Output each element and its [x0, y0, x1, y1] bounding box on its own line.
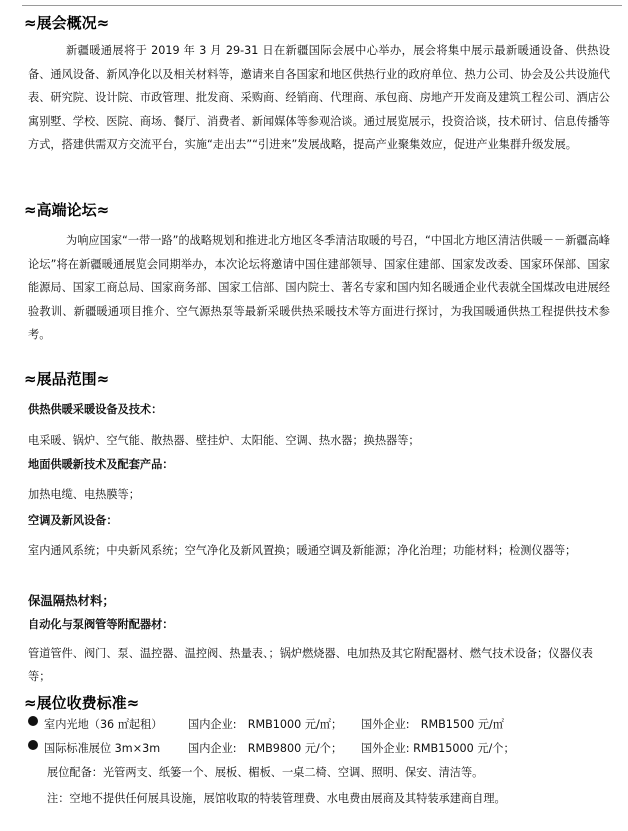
fee-domestic: 国内企业: RMB1000 元/㎡； [188, 718, 343, 731]
fee-foreign: 国外企业: RMB15000 元/个； [361, 742, 515, 755]
top-divider [22, 5, 622, 6]
scope-category-heading: 地面供暖新技术及配套产品： [28, 458, 174, 471]
scope-category-items: 电采暖、锅炉、空气能、散热器、壁挂炉、太阳能、空调、热水器；换热器等； [28, 434, 420, 447]
forum-heading: ≈高端论坛≈ [24, 201, 110, 219]
fee-row [28, 740, 608, 758]
scope-category-items: 加热电缆、电热膜等； [28, 488, 140, 501]
fee-note: 注：空地不提供任何展具设施，展馆收取的特装管理费、水电费由展商及其特装承建商自理。 [47, 792, 506, 805]
fee-foreign: 国外企业: RMB1500 元/㎡ [361, 718, 504, 731]
scope-category-heading: 自动化与泵阀管等附配器材： [28, 618, 174, 631]
fee-type: 国际标准展位 3m×3m [44, 742, 161, 755]
overview-heading: ≈展会概况≈ [24, 14, 110, 32]
overview-paragraph: 新疆暖通展将于 2019 年 3 月 29-31 日在新疆国际会展中心举办，展会将集中展示最新暖通设备、供热设备、通风设备、新风净化以及相关材料等，邀请来自各国家和地区供热行业的政府单位、热力公司、协会及公共设施代表、研究院、设计院、市政管理、批发商、采购商、经销商、代理商、承包商、房地产开发商及建筑工程公司、酒店公寓别墅、学校、医院、商场、餐厅、消费者、新闻媒体等参观洽谈。通过展览展示，投资洽谈，技术研讨、信息传播等方式，搭建供需双方交流平台，实施“走出去”“引进来”发展战略，提高产业聚集效应，促进产业集群升级发展。 [28, 44, 610, 152]
scope-category-heading: 供热供暖采暖设备及技术： [28, 403, 163, 416]
fee-domestic: 国内企业: RMB9800 元/个； [188, 742, 343, 755]
bullet-icon [28, 716, 38, 726]
scope-category-heading: 空调及新风设备： [28, 514, 118, 527]
scope-category-items: 管道管件、阀门、泵、温控器、温控阀、热量表、；锅炉燃烧器、电加热及其它附配器材、燃气技术设备；仪器仪表等； [28, 647, 593, 683]
scope-category-items: 室内通风系统；中央新风系统；空气净化及新风置换；暖通空调及新能源；净化治理；功能材料；检测仪器等； [28, 544, 577, 557]
fees-heading: ≈展位收费标准≈ [24, 694, 140, 712]
scope-heading: ≈展品范围≈ [24, 370, 110, 388]
fee-type: 室内光地（36 ㎡起租） [44, 718, 163, 731]
fee-row [28, 716, 608, 734]
booth-equipment: 展位配备：光管两支、纸篓一个、展板、楣板、一桌二椅、空调、照明、保安、清洁等。 [47, 766, 484, 779]
forum-paragraph: 为响应国家“一带一路”的战略规划和推进北方地区冬季清洁取暖的号召，“中国北方地区清洁供暖－－新疆高峰论坛”将在新疆暖通展览会同期举办，本次论坛将邀请中国住建部领导、国家住建部、国家发改委、国家环保部、国家能源局、国家工商总局、国家商务部、国家工信部、国内院士、著名专家和国内知名暖通企业代表就全国煤改电进展经验教训、新疆暖通项目推介、空气源热泵等最新采暖供热采暖技术等方面进行探讨，为我国暖通供热工程提供技术参考。 [28, 234, 610, 342]
scope-category-heading: 保温隔热材料； [28, 593, 115, 608]
bullet-icon [28, 740, 38, 750]
